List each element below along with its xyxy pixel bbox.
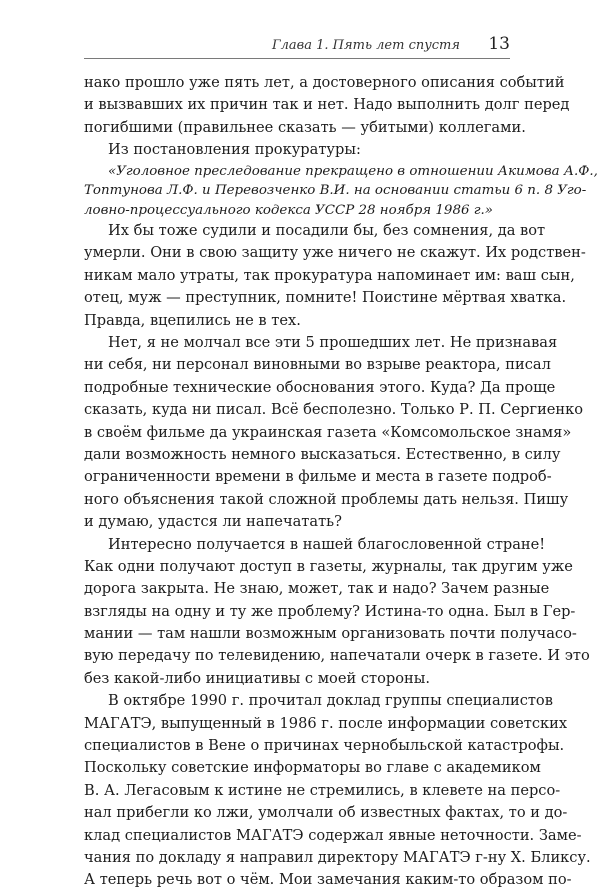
text-line: взгляды на одну и ту же проблему? Истина-то одна. Был в Гер- xyxy=(84,602,576,620)
text-line: Поскольку советские информаторы во главе с академиком xyxy=(84,759,541,777)
text-line: нако прошло уже пять лет, а достоверного описания событий xyxy=(84,74,565,91)
text-line: погибшими (правильнее сказать — убитыми) коллегами. xyxy=(84,118,526,136)
body-text xyxy=(84,72,598,892)
running-header xyxy=(84,28,510,59)
text-line: подробные технические обоснования этого. Куда? Да проще xyxy=(84,378,556,396)
text-line: ни себя, ни персонал виновными во взрыве реактора, писал xyxy=(84,356,551,374)
text-line: «Уголовное преследование прекращено в отношении Акимова А.Ф., xyxy=(108,163,598,179)
text-line: Интересно получается в нашей благословенной стране! xyxy=(108,535,546,553)
text-line: и вызвавших их причин так и нет. Надо выполнить долг перед xyxy=(84,96,570,114)
text-line: специалистов в Вене о причинах чернобыльской катастрофы. xyxy=(84,737,565,755)
text-line: и думаю, удастся ли напечатать? xyxy=(84,513,342,531)
text-line: ного объяснения такой сложной проблемы дать нельзя. Пишу xyxy=(84,490,569,508)
page-number: 13 xyxy=(488,34,510,54)
text-line: В. А. Легасовым к истине не стремились, в клевете на персо- xyxy=(84,781,561,799)
text-line: ограниченности времени в фильме и места в газете подроб- xyxy=(84,468,552,486)
text-line: Правда, вцепились не в тех. xyxy=(84,311,301,329)
text-line: Топтунова Л.Ф. и Перевозченко В.И. на основании статьи 6 п. 8 Уго- xyxy=(84,183,587,199)
text-line: умерли. Они в свою защиту уже ничего не скажут. Их родствен- xyxy=(84,244,586,262)
text-line: клад специалистов МАГАТЭ содержал явные неточности. Заме- xyxy=(84,826,582,844)
text-line: Нет, я не молчал все эти 5 прошедших лет. Не признавая xyxy=(108,334,558,352)
text-line: Их бы тоже судили и посадили бы, без сомнения, да вот xyxy=(108,222,546,240)
text-line: Как одни получают доступ в газеты, журналы, так другим уже xyxy=(84,557,573,575)
text-line: В октябре 1990 г. прочитал доклад группы специалистов xyxy=(108,692,553,710)
text-line: без какой-либо инициативы с моей стороны. xyxy=(84,669,430,687)
text-line: дали возможность немного высказаться. Естественно, в силу xyxy=(84,445,561,463)
text-line: в своём фильме да украинская газета «Комсомольское знамя» xyxy=(84,423,572,441)
text-line: дорога закрыта. Не знаю, может, так и надо? Зачем разные xyxy=(84,580,550,598)
text-line: отец, муж — преступник, помните! Поистине мёртвая хватка. xyxy=(84,289,567,307)
chapter-title: Глава 1. Пять лет спустя xyxy=(272,38,460,53)
text-line: вую передачу по телевидению, напечатали очерк в газете. И это xyxy=(84,647,590,665)
text-line: Из постановления прокуратуры: xyxy=(108,141,361,159)
text-line: А теперь речь вот о чём. Мои замечания каким-то образом по- xyxy=(84,871,572,889)
text-line: МАГАТЭ, выпущенный в 1986 г. после информации советских xyxy=(84,714,568,732)
text-line: нал прибегли ко лжи, умолчали об известных фактах, то и до- xyxy=(84,804,568,822)
text-line: мании — там нашли возможным организовать почти получасо- xyxy=(84,625,577,643)
text-line: сказать, куда ни писал. Всё бесполезно. Только Р. П. Сергиенко xyxy=(84,401,584,419)
text-line: ловно-процессуального кодекса УССР 28 ноября 1986 г.» xyxy=(84,202,493,218)
text-line: никам мало утраты, так прокуратура напоминает им: ваш сын, xyxy=(84,266,575,284)
text-line: чания по докладу я направил директору МАГАТЭ г-ну Х. Бликсу. xyxy=(84,849,591,866)
